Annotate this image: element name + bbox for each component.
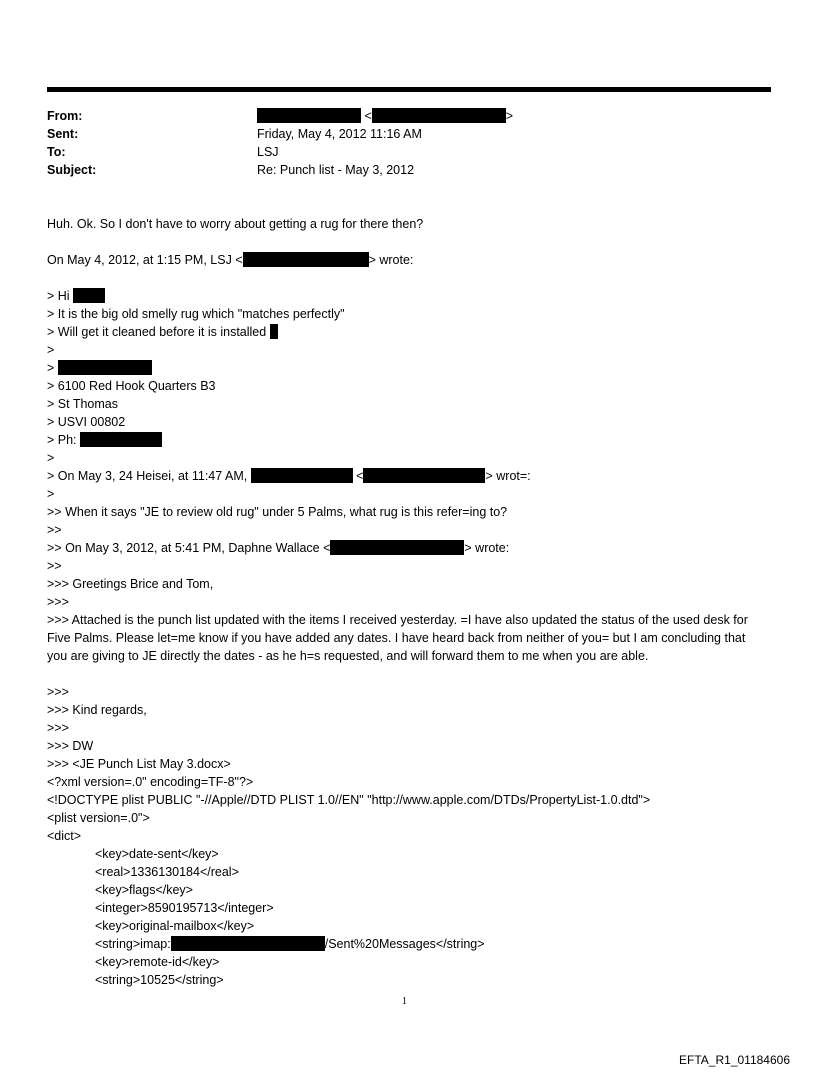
- redaction-block: [243, 252, 369, 267]
- to-label: To:: [47, 145, 66, 159]
- body-line: <plist version=.0">: [47, 811, 150, 825]
- body-line: >> When it says "JE to review old rug" under 5 Palms, what rug is this refer=ing to?: [47, 505, 508, 519]
- redaction-block: [251, 468, 353, 483]
- body-line: <real>1336130184</real>: [95, 865, 239, 879]
- redaction-block: [372, 108, 506, 123]
- body-line: Huh. Ok. So I don't have to worry about getting a rug for there then?: [47, 217, 424, 231]
- redaction-block: [58, 360, 152, 375]
- body-line: <?xml version=.0" encoding=TF-8"?>: [47, 775, 254, 789]
- body-line: >>: [47, 523, 62, 537]
- body-line: > Hi: [47, 287, 105, 305]
- body-line: >>>: [47, 685, 69, 699]
- redaction-block: [80, 432, 162, 447]
- redaction-block: [363, 468, 485, 483]
- body-line: > On May 3, 24 Heisei, at 11:47 AM, < > wrot=:: [47, 469, 531, 483]
- body-line: > USVI 00802: [47, 415, 126, 429]
- body-line: >>> Greetings Brice and Tom,: [47, 577, 214, 591]
- redaction-block: [171, 936, 325, 951]
- body-line: > Ph:: [47, 431, 162, 449]
- body-line: <dict>: [47, 829, 82, 843]
- redaction-block: [330, 540, 464, 555]
- body-line: > Will get it cleaned before it is installed: [47, 323, 278, 341]
- body-line: <string>imap: /Sent%20Messages</string>: [95, 937, 485, 951]
- sent-label: Sent:: [47, 127, 79, 141]
- body-line: >>>: [47, 721, 69, 735]
- from-value: < >: [257, 107, 513, 125]
- page-number: 1: [402, 996, 407, 1007]
- body-line: <string>10525</string>: [95, 973, 224, 987]
- body-line: <key>original-mailbox</key>: [95, 919, 255, 933]
- body-line: On May 4, 2012, at 1:15 PM, LSJ < > wrote:: [47, 253, 414, 267]
- body-line: <key>date-sent</key>: [95, 847, 219, 861]
- bates-number: EFTA_R1_01184606: [679, 1053, 790, 1067]
- body-line: <!DOCTYPE plist PUBLIC "-//Apple//DTD PLIST 1.0//EN" "http://www.apple.com/DTDs/PropertyList-1.0.dtd">: [47, 793, 651, 807]
- body-line: > It is the big old smelly rug which "matches perfectly": [47, 307, 345, 321]
- body-line: <key>remote-id</key>: [95, 955, 220, 969]
- from-label: From:: [47, 109, 83, 123]
- to-value: LSJ: [257, 145, 279, 159]
- body-line: >>> Kind regards,: [47, 703, 147, 717]
- redaction-block: [270, 324, 278, 339]
- body-line: >>> DW: [47, 739, 94, 753]
- body-line: >>: [47, 559, 62, 573]
- sent-value: Friday, May 4, 2012 11:16 AM: [257, 127, 422, 141]
- body-line: > 6100 Red Hook Quarters B3: [47, 379, 216, 393]
- redaction-block: [73, 288, 105, 303]
- body-line: >: [47, 359, 152, 377]
- subject-label: Subject:: [47, 163, 97, 177]
- redaction-block: [257, 108, 361, 123]
- body-paragraph: >>> Attached is the punch list updated with the items I received yesterday. =I have also updated the status of the used desk for Five Palms. Please let=me know if you have added any dates. I have heard back from neither of you= but I am concluding that you are giving to JE directly the dates - as he h=s requested, and will forward them to me when you are able.: [47, 613, 748, 663]
- body-line: >>> <JE Punch List May 3.docx>: [47, 757, 231, 771]
- body-line: > St Thomas: [47, 397, 118, 411]
- body-line: <integer>8590195713</integer>: [95, 901, 274, 915]
- header-rule: [47, 87, 771, 92]
- body-line: >>>: [47, 595, 69, 609]
- body-line: >> On May 3, 2012, at 5:41 PM, Daphne Wallace < > wrote:: [47, 541, 510, 555]
- subject-value: Re: Punch list - May 3, 2012: [257, 163, 415, 177]
- body-line: >: [47, 451, 55, 465]
- body-line: <key>flags</key>: [95, 883, 193, 897]
- body-line: >: [47, 487, 55, 501]
- body-line: >: [47, 343, 55, 357]
